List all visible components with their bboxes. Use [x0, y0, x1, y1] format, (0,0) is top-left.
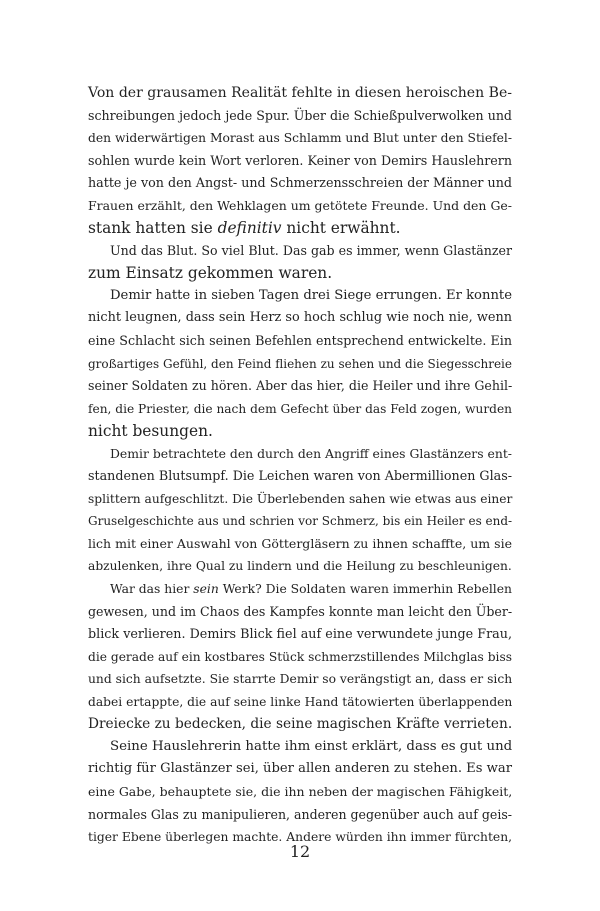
text-line: großartiges Gefühl, den Feind fliehen zu sehen und die Siegesschreie	[88, 356, 512, 371]
text-line: eine Gabe, behauptete sie, die ihn neben der magischen Fähigkeit,	[88, 783, 513, 799]
text-line: Dreiecke zu bedecken, die seine magischen Kräfte verrieten.	[88, 716, 513, 733]
text-line: Demir betrachtete den durch den Angriff eines Glastänzers ent-	[110, 445, 512, 461]
page-number: 12	[289, 842, 311, 861]
text-line: und sich aufsetzte. Sie starrte Demir so verängstigt an, dass er sich	[88, 672, 513, 687]
text-line: schreibungen jedoch jede Spur. Über die Schießpulverwolken und	[88, 107, 512, 123]
text-line: normales Glas zu manipulieren, anderen gegenüber auch auf geis-	[88, 806, 513, 822]
text-line: Gruselgeschichte aus und schrien vor Schmerz, bis ein Heiler es end-	[88, 514, 513, 529]
text-line: lich mit einer Auswahl von Göttergläsern zu ihnen schaffte, um sie	[88, 535, 512, 551]
paragraph	[88, 285, 512, 443]
text-line: dabei ertappte, die auf seine linke Hand tätowierten überlappenden	[88, 694, 513, 709]
paragraph	[88, 736, 512, 849]
text-line: splittern aufgeschlitzt. Die Überlebenden sahen wie etwas aus einer	[88, 491, 513, 506]
paragraph	[88, 443, 512, 578]
emphasis: definitiv	[217, 219, 282, 238]
text-line: War das hier sein Werk? Die Soldaten waren immerhin Rebellen	[110, 582, 512, 597]
body-text	[88, 82, 512, 849]
text-line: Demir hatte in sieben Tagen drei Siege errungen. Er konnte	[110, 287, 512, 303]
text-line: Von der grausamen Realität fehlte in diesen heroischen Be-	[88, 85, 512, 101]
text-line: standenen Blutsumpf. Die Leichen waren von Abermillionen Glas-	[88, 468, 512, 484]
text-line: fen, die Priester, die nach dem Gefecht über das Feld zogen, wurden	[88, 401, 512, 416]
text-line: tiger Ebene überlegen machte. Andere würden ihn immer fürchten,	[88, 830, 513, 845]
text-line: nicht besungen.	[88, 422, 213, 441]
text-line: hatte je von den Angst- und Schmerzensschreien der Männer und	[88, 175, 512, 191]
text-line: Und das Blut. So viel Blut. Das gab es immer, wenn Glastänzer	[110, 242, 512, 258]
paragraph	[88, 578, 512, 736]
paragraph	[88, 82, 512, 240]
paragraph	[88, 240, 512, 285]
text-line: eine Schlacht sich seinen Befehlen entsprechend entwickelte. Ein	[88, 333, 512, 349]
text-line: sohlen wurde kein Wort verloren. Keiner von Demirs Hauslehrern	[88, 152, 512, 168]
text-line: zum Einsatz gekommen waren.	[88, 264, 333, 283]
text-line: den widerwärtigen Morast aus Schlamm und Blut unter den Stiefel-	[88, 131, 512, 146]
text-line: richtig für Glastänzer sei, über allen anderen zu stehen. Es war	[88, 761, 512, 777]
text-line: die gerade auf ein kostbares Stück schmerzstillendes Milchglas biss	[88, 649, 512, 664]
text-line: gewesen, und im Chaos des Kampfes konnte man leicht den Über-	[88, 603, 513, 619]
emphasis: sein	[193, 582, 219, 597]
text-line: blick verlieren. Demirs Blick fiel auf eine verwundete junge Frau,	[88, 626, 512, 642]
text-line: nicht leugnen, dass sein Herz so hoch schlug wie noch nie, wenn	[88, 310, 512, 326]
text-line: Frauen erzählt, den Wehklagen um getötete Freunde. Und den Ge-	[88, 197, 512, 213]
text-line: Seine Hauslehrerin hatte ihm einst erklärt, dass es gut und	[110, 738, 513, 754]
text-line: seiner Soldaten zu hören. Aber das hier, die Heiler und ihre Gehil-	[88, 378, 513, 394]
text-line: abzulenken, ihre Qual zu lindern und die Heilung zu beschleunigen.	[88, 559, 512, 574]
text-line: stank hatten sie definitiv nicht erwähnt.	[88, 219, 401, 238]
